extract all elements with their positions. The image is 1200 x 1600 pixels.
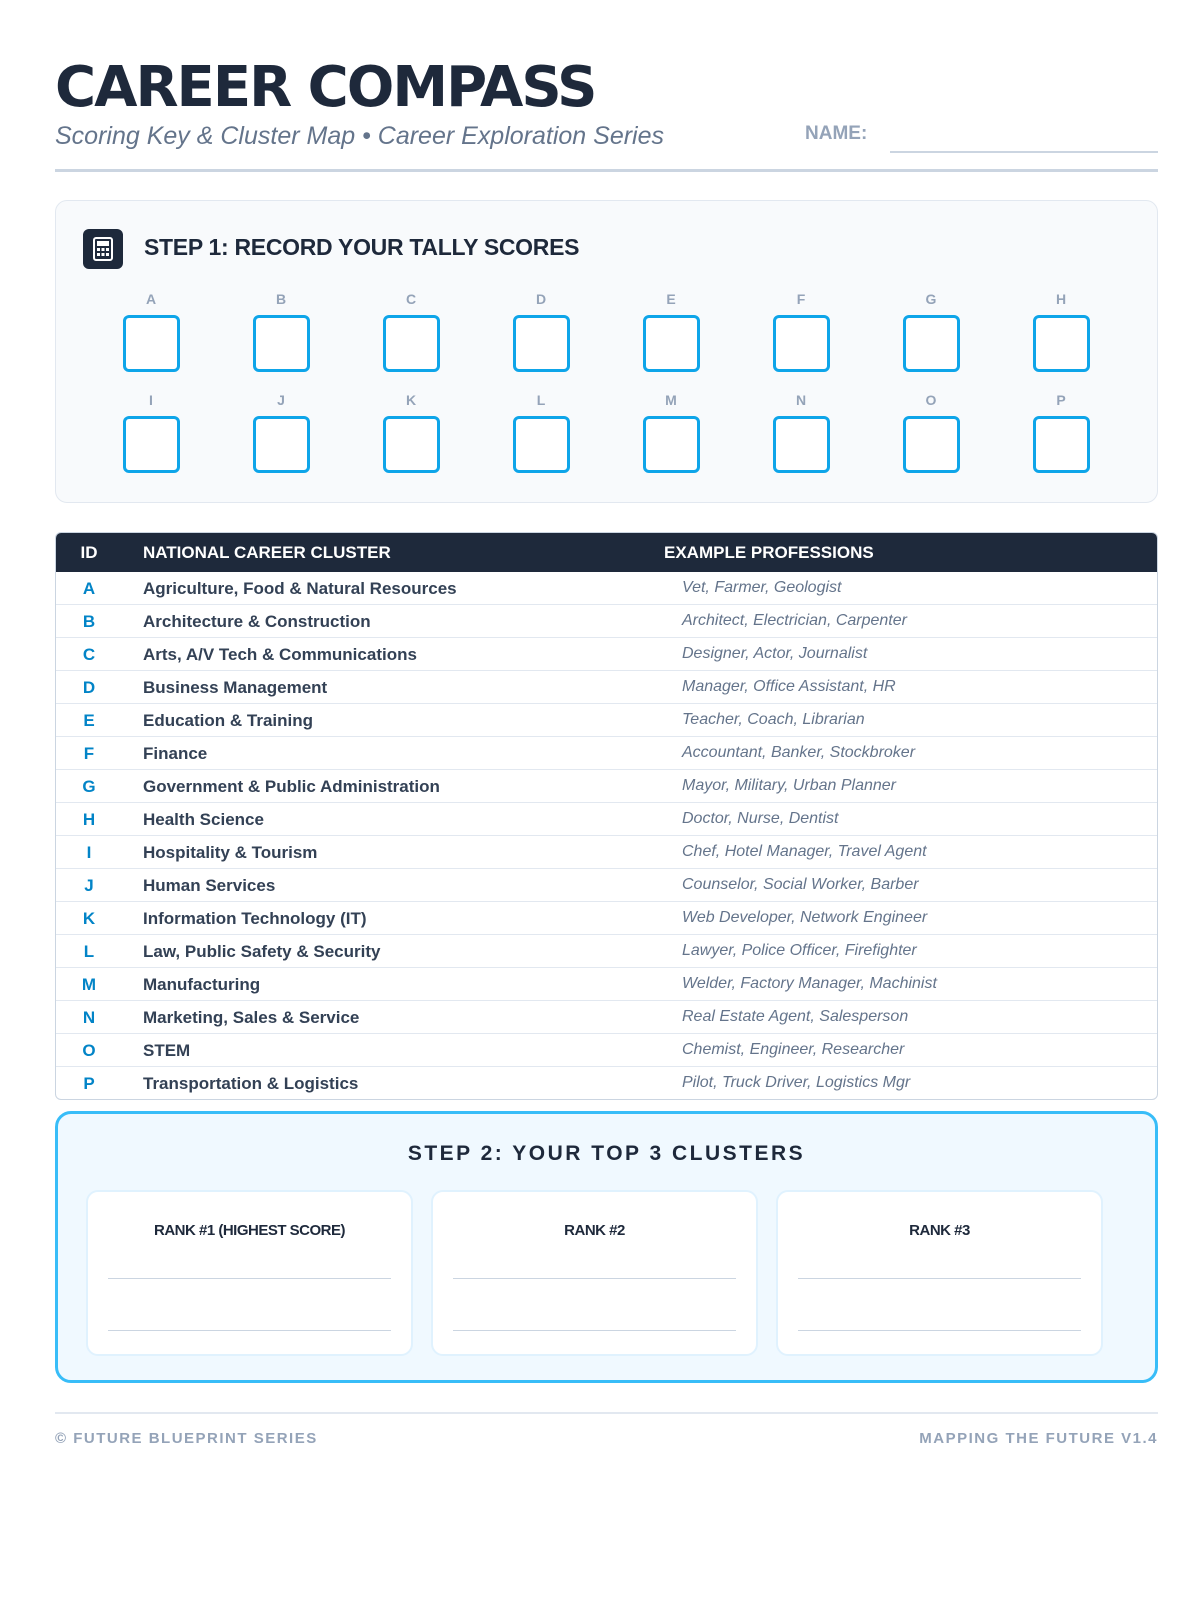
row-cluster: Marketing, Sales & Service [143,1008,360,1027]
row-professions: Pilot, Truck Driver, Logistics Mgr [682,1074,911,1091]
row-professions: Chemist, Engineer, Researcher [682,1041,905,1058]
tally-cell [476,289,606,372]
row-cluster: Health Science [143,810,264,829]
tally-label: L [536,392,546,408]
calculator-icon [83,229,123,269]
tally-label: O [925,392,937,408]
rank-2-label: RANK #2 [564,1222,625,1239]
rank-1-card [86,1190,413,1356]
row-professions: Welder, Factory Manager, Machinist [682,975,937,992]
tally-cell [86,289,216,372]
row-cluster: Finance [143,744,208,763]
tally-score-box[interactable] [513,315,570,372]
tally-score-box[interactable] [123,315,180,372]
row-professions: Architect, Electrician, Carpenter [682,612,907,629]
row-id: N [82,1008,96,1027]
row-professions: Accountant, Banker, Stockbroker [682,744,916,761]
tally-score-box[interactable] [383,315,440,372]
tally-grid [86,289,1126,473]
step1-card [55,200,1158,503]
tally-score-box[interactable] [1033,416,1090,473]
tally-score-box[interactable] [773,416,830,473]
row-id: K [82,909,96,928]
footer-copyright: © FUTURE BLUEPRINT SERIES [55,1430,318,1447]
tally-label: K [405,392,417,408]
row-cluster: Law, Public Safety & Security [143,942,381,961]
table-row [56,934,1157,967]
rank-1-label: RANK #1 (HIGHEST SCORE) [153,1222,346,1239]
table-row [56,703,1157,736]
row-cluster: Business Management [143,678,328,697]
row-id: C [82,645,96,664]
tally-label: P [1056,392,1066,408]
row-professions: Manager, Office Assistant, HR [682,678,896,695]
row-id: D [82,678,96,697]
tally-label: I [149,392,153,408]
tally-cell [996,289,1126,372]
cluster-table [55,532,1158,1100]
row-id: A [82,579,96,598]
footer-version: MAPPING THE FUTURE V1.4 [919,1430,1158,1447]
tally-score-box[interactable] [643,416,700,473]
row-professions: Vet, Farmer, Geologist [682,579,842,596]
table-row [56,1066,1157,1099]
tally-cell [736,390,866,473]
table-row [56,769,1157,802]
rank-3-line-1[interactable] [798,1278,1081,1279]
step1-title: STEP 1: RECORD YOUR TALLY SCORES [144,234,580,260]
column-header-professions: EXAMPLE PROFESSIONS [664,543,874,562]
tally-label: E [666,291,676,307]
table-row [56,901,1157,934]
table-body [56,572,1157,1099]
tally-cell [216,390,346,473]
row-professions: Real Estate Agent, Salesperson [682,1008,909,1025]
table-row [56,967,1157,1000]
row-cluster: Information Technology (IT) [143,909,367,928]
tally-label: F [796,291,806,307]
table-row [56,835,1157,868]
row-professions: Teacher, Coach, Librarian [682,711,865,728]
rank-3-card [776,1190,1103,1356]
column-header-id: ID [80,543,98,562]
row-id: I [86,843,92,862]
tally-score-box[interactable] [903,416,960,473]
rank-3-label: RANK #3 [909,1222,970,1239]
row-id: M [81,975,97,994]
column-header-cluster: NATIONAL CAREER CLUSTER [143,543,391,562]
row-id: J [84,876,94,895]
name-field[interactable] [890,151,1158,153]
row-cluster: Hospitality & Tourism [143,843,318,862]
tally-cell [346,289,476,372]
tally-cell [86,390,216,473]
tally-cell [606,289,736,372]
tally-label: H [1055,291,1067,307]
row-cluster: Transportation & Logistics [143,1074,359,1093]
rank-2-line-1[interactable] [453,1278,736,1279]
table-row [56,802,1157,835]
row-cluster: Arts, A/V Tech & Communications [143,645,417,664]
row-id: E [83,711,95,730]
rank-2-line-2[interactable] [453,1330,736,1331]
tally-score-box[interactable] [773,315,830,372]
tally-score-box[interactable] [383,416,440,473]
row-professions: Web Developer, Network Engineer [682,909,928,926]
tally-label: A [145,291,157,307]
table-header [56,533,1157,572]
tally-cell [216,289,346,372]
table-row [56,572,1157,604]
row-professions: Doctor, Nurse, Dentist [682,810,839,827]
table-row [56,868,1157,901]
row-id: P [83,1074,95,1093]
rank-3-line-2[interactable] [798,1330,1081,1331]
row-id: G [82,777,96,796]
row-professions: Lawyer, Police Officer, Firefighter [682,942,917,959]
footer [55,1412,1158,1474]
row-id: H [82,810,96,829]
table-row [56,1000,1157,1033]
page-subtitle: Scoring Key & Cluster Map • Career Exploration Series [55,122,665,150]
tally-label: G [925,291,937,307]
tally-score-box[interactable] [253,315,310,372]
row-cluster: Agriculture, Food & Natural Resources [143,579,457,598]
table-row [56,637,1157,670]
tally-cell [736,289,866,372]
rank-1-line-2[interactable] [108,1330,391,1331]
row-professions: Counselor, Social Worker, Barber [682,876,919,893]
table-row [56,736,1157,769]
tally-score-box[interactable] [643,315,700,372]
row-cluster: STEM [143,1041,191,1060]
row-cluster: Human Services [143,876,276,895]
page-title: CAREER COMPASS [55,55,596,120]
row-id: L [83,942,95,961]
tally-score-box[interactable] [513,416,570,473]
row-professions: Designer, Actor, Journalist [682,645,868,662]
tally-label: N [795,392,807,408]
row-id: B [82,612,96,631]
tally-cell [996,390,1126,473]
row-id: F [83,744,95,763]
row-professions: Chef, Hotel Manager, Travel Agent [682,843,927,860]
tally-cell [866,390,996,473]
tally-cell [606,390,736,473]
tally-score-box[interactable] [1033,315,1090,372]
tally-label: M [665,392,677,408]
rank-1-line-1[interactable] [108,1278,391,1279]
row-cluster: Architecture & Construction [143,612,371,631]
tally-score-box[interactable] [123,416,180,473]
table-row [56,604,1157,637]
tally-label: D [535,291,547,307]
table-row [56,1033,1157,1066]
row-cluster: Government & Public Administration [143,777,440,796]
tally-cell [476,390,606,473]
row-cluster: Education & Training [143,711,314,730]
tally-score-box[interactable] [253,416,310,473]
tally-score-box[interactable] [903,315,960,372]
step2-card [55,1111,1158,1383]
worksheet-page [55,0,1158,1447]
row-id: O [82,1041,96,1060]
tally-cell [866,289,996,372]
tally-cell [346,390,476,473]
step2-title: STEP 2: YOUR TOP 3 CLUSTERS [407,1142,806,1165]
row-cluster: Manufacturing [143,975,261,994]
tally-label: B [275,291,287,307]
header [55,0,1158,172]
rank-2-card [431,1190,758,1356]
table-row [56,670,1157,703]
tally-label: J [277,392,285,408]
row-professions: Mayor, Military, Urban Planner [682,777,896,794]
tally-label: C [405,291,417,307]
name-label: NAME: [805,123,868,144]
